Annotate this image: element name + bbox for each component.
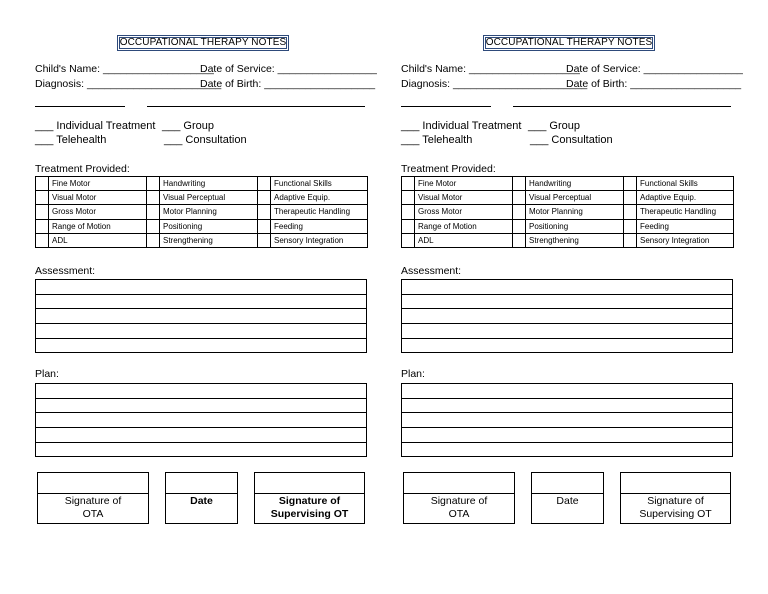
write-line[interactable] (36, 398, 366, 413)
treatment-item: Sensory Integration (637, 233, 734, 247)
treatment-checkbox[interactable] (147, 177, 160, 191)
write-line[interactable] (402, 412, 732, 427)
treatment-item: Handwriting (526, 177, 624, 191)
therapy-notes-form-left (35, 0, 377, 594)
treatment-item: Gross Motor (49, 205, 147, 219)
treatment-checkbox[interactable] (36, 191, 49, 205)
diagnosis-field[interactable]: Diagnosis: _______________________ (401, 78, 588, 90)
table-row (402, 219, 734, 233)
date-label: Date (556, 495, 579, 507)
treatment-item: Adaptive Equip. (271, 191, 368, 205)
table-row (36, 191, 368, 205)
treatment-checkbox[interactable] (36, 219, 49, 233)
table-row (402, 205, 734, 219)
date-space[interactable] (532, 473, 603, 494)
date-of-service-field[interactable]: Date of Service: _________________ (200, 63, 377, 75)
treatment-item: Visual Motor (49, 191, 147, 205)
table-row (402, 233, 734, 247)
write-line[interactable] (36, 412, 366, 427)
treatment-checkbox[interactable] (513, 205, 526, 219)
signature-space[interactable] (255, 473, 364, 494)
write-line[interactable] (402, 323, 732, 338)
treatment-checkbox[interactable] (624, 233, 637, 247)
childs-name-field[interactable]: Child's Name: ___________________ (401, 63, 580, 75)
write-line[interactable] (36, 280, 366, 294)
treatment-provided-label: Treatment Provided: (401, 163, 496, 175)
treatment-item: Motor Planning (160, 205, 258, 219)
treatment-checkbox[interactable] (624, 177, 637, 191)
write-line[interactable] (402, 442, 732, 457)
treatment-item: Feeding (271, 219, 368, 233)
treatment-checkbox[interactable] (258, 177, 271, 191)
date-box[interactable] (165, 472, 238, 524)
treatment-item: Fine Motor (49, 177, 147, 191)
date-space[interactable] (166, 473, 237, 494)
treatment-checkbox[interactable] (402, 205, 415, 219)
treatment-provided-label: Treatment Provided: (35, 163, 130, 175)
treatment-item: Visual Motor (415, 191, 513, 205)
treatment-item: Positioning (160, 219, 258, 233)
assessment-box[interactable] (401, 279, 733, 353)
ota-signature-box[interactable] (403, 472, 515, 524)
treatment-checkbox[interactable] (402, 177, 415, 191)
treatment-item: Gross Motor (415, 205, 513, 219)
treatment-checkbox[interactable] (513, 177, 526, 191)
treatment-checkbox[interactable] (513, 219, 526, 233)
signature-space[interactable] (621, 473, 730, 494)
childs-name-field[interactable]: Child's Name: ___________________ (35, 63, 214, 75)
supervising-ot-signature-label: Signature of Supervising OT (639, 495, 712, 520)
assessment-box[interactable] (35, 279, 367, 353)
treatment-item: Strengthening (526, 233, 624, 247)
write-line[interactable] (402, 280, 732, 294)
treatment-checkbox[interactable] (147, 233, 160, 247)
write-line[interactable] (402, 294, 732, 309)
form-title: OCCUPATIONAL THERAPY NOTES (483, 35, 655, 51)
write-line[interactable] (36, 442, 366, 457)
treatment-checkbox[interactable] (258, 191, 271, 205)
assessment-label: Assessment: (35, 265, 96, 277)
write-line[interactable] (36, 308, 366, 323)
blank-line[interactable] (401, 106, 491, 107)
treatment-item: Visual Perceptual (526, 191, 624, 205)
treatment-item: Adaptive Equip. (637, 191, 734, 205)
treatment-checkbox[interactable] (513, 233, 526, 247)
individual-treatment-option[interactable]: ___ Individual Treatment (35, 120, 156, 132)
write-line[interactable] (36, 384, 366, 398)
treatment-checkbox[interactable] (402, 219, 415, 233)
group-option[interactable]: ___ Group (528, 120, 580, 132)
treatment-checkbox[interactable] (36, 205, 49, 219)
table-row (402, 191, 734, 205)
treatment-checkbox[interactable] (147, 205, 160, 219)
plan-label: Plan: (401, 368, 425, 380)
table-row (402, 177, 734, 191)
treatment-checkbox[interactable] (258, 205, 271, 219)
treatment-item: Positioning (526, 219, 624, 233)
blank-line[interactable] (513, 106, 731, 107)
treatment-table (401, 176, 734, 248)
supervising-ot-signature-box[interactable] (254, 472, 365, 524)
treatment-item: Functional Skills (637, 177, 734, 191)
write-line[interactable] (402, 338, 732, 353)
signature-space[interactable] (38, 473, 148, 494)
consultation-option[interactable]: ___ Consultation (530, 134, 613, 146)
treatment-checkbox[interactable] (624, 219, 637, 233)
treatment-checkbox[interactable] (147, 219, 160, 233)
treatment-item: Fine Motor (415, 177, 513, 191)
treatment-item: ADL (49, 233, 147, 247)
date-of-birth-field[interactable]: Date of Birth: ___________________ (566, 78, 742, 90)
ota-signature-label: Signature of OTA (64, 495, 122, 520)
blank-line[interactable] (35, 106, 125, 107)
table-row (36, 219, 368, 233)
treatment-checkbox[interactable] (36, 177, 49, 191)
treatment-checkbox[interactable] (258, 219, 271, 233)
treatment-checkbox[interactable] (513, 191, 526, 205)
date-of-service-field[interactable]: Date of Service: _________________ (566, 63, 743, 75)
treatment-item: Feeding (637, 219, 734, 233)
date-label: Date (190, 495, 213, 507)
treatment-item: Visual Perceptual (160, 191, 258, 205)
group-option[interactable]: ___ Group (162, 120, 214, 132)
ota-signature-box[interactable] (37, 472, 149, 524)
treatment-checkbox[interactable] (36, 233, 49, 247)
assessment-label: Assessment: (401, 265, 462, 277)
telehealth-option[interactable]: ___ Telehealth (35, 134, 107, 146)
individual-treatment-option[interactable]: ___ Individual Treatment (401, 120, 522, 132)
plan-box[interactable] (401, 383, 733, 457)
blank-line[interactable] (147, 106, 365, 107)
supervising-ot-signature-box[interactable] (620, 472, 731, 524)
treatment-item: Motor Planning (526, 205, 624, 219)
treatment-item: Strengthening (160, 233, 258, 247)
treatment-item: Therapeutic Handling (271, 205, 368, 219)
treatment-item: Range of Motion (49, 219, 147, 233)
write-line[interactable] (402, 384, 732, 398)
diagnosis-field[interactable]: Diagnosis: _______________________ (35, 78, 222, 90)
table-row (36, 177, 368, 191)
treatment-item: Therapeutic Handling (637, 205, 734, 219)
write-line[interactable] (36, 427, 366, 442)
ota-signature-label: Signature of OTA (430, 495, 488, 520)
treatment-item: Handwriting (160, 177, 258, 191)
treatment-table (35, 176, 368, 248)
table-row (36, 233, 368, 247)
table-row (36, 205, 368, 219)
write-line[interactable] (36, 323, 366, 338)
signature-space[interactable] (404, 473, 514, 494)
plan-box[interactable] (35, 383, 367, 457)
treatment-checkbox[interactable] (624, 191, 637, 205)
treatment-checkbox[interactable] (624, 205, 637, 219)
date-box[interactable] (531, 472, 604, 524)
form-title: OCCUPATIONAL THERAPY NOTES (117, 35, 289, 51)
write-line[interactable] (402, 427, 732, 442)
treatment-item: Functional Skills (271, 177, 368, 191)
plan-label: Plan: (35, 368, 59, 380)
treatment-item: ADL (415, 233, 513, 247)
treatment-checkbox[interactable] (258, 233, 271, 247)
write-line[interactable] (36, 294, 366, 309)
date-of-birth-field[interactable]: Date of Birth: ___________________ (200, 78, 376, 90)
therapy-notes-form-right (401, 0, 743, 594)
supervising-ot-signature-label: Signature of Supervising OT (270, 495, 349, 520)
write-line[interactable] (402, 398, 732, 413)
treatment-checkbox[interactable] (147, 191, 160, 205)
treatment-checkbox[interactable] (402, 191, 415, 205)
write-line[interactable] (402, 308, 732, 323)
treatment-item: Sensory Integration (271, 233, 368, 247)
write-line[interactable] (36, 338, 366, 353)
treatment-item: Range of Motion (415, 219, 513, 233)
treatment-checkbox[interactable] (402, 233, 415, 247)
telehealth-option[interactable]: ___ Telehealth (401, 134, 473, 146)
consultation-option[interactable]: ___ Consultation (164, 134, 247, 146)
